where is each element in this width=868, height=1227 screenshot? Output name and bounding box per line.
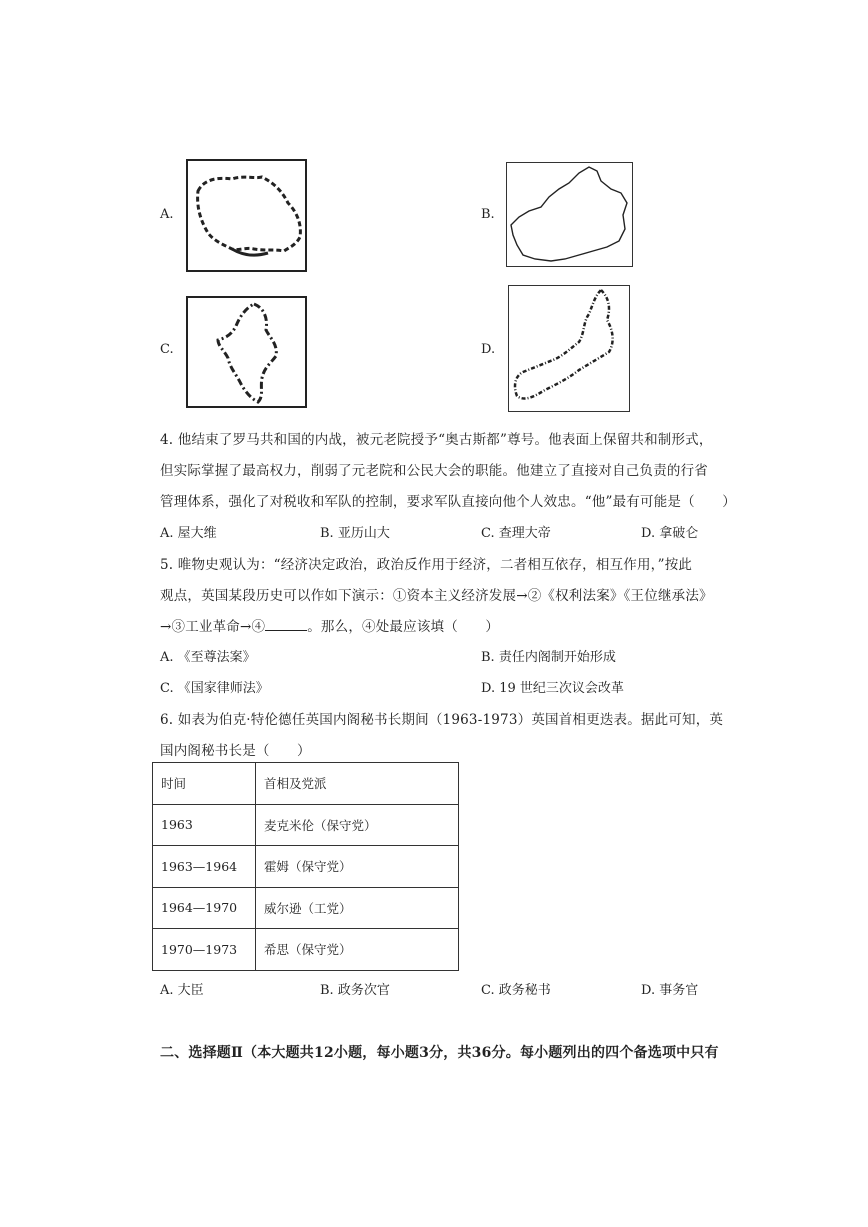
- q5-option-d[interactable]: D. 19 世纪三次议会改革: [481, 681, 624, 696]
- map-option-a[interactable]: [186, 159, 307, 272]
- table-header-cell: 首相及党派: [256, 763, 459, 805]
- q4-stem-line-2: 但实际掌握了最高权力，削弱了元老院和公民大会的职能。他建立了直接对自己负责的行省: [160, 463, 708, 479]
- table-cell: 希思（保守党）: [256, 929, 459, 971]
- q5-stem-line-1: 5. 唯物史观认为：“经济决定政治，政治反作用于经济，二者相互依存，相互作用，”按此: [160, 557, 693, 573]
- q6-stem-line-2: 国内阁秘书长是（ ）: [160, 743, 311, 759]
- section-heading: [160, 1042, 719, 1062]
- table-cell: 1963—1964: [153, 846, 256, 888]
- q6-option-b[interactable]: B. 政务次官: [320, 983, 390, 998]
- q6-option-d[interactable]: D. 事务官: [641, 983, 699, 998]
- table-header-row: [153, 763, 459, 805]
- q4-option-c[interactable]: C. 查理大帝: [481, 526, 551, 541]
- table-row: [153, 846, 459, 888]
- region-outline-inner-mongolia: [509, 286, 629, 411]
- table-cell: 1970—1973: [153, 929, 256, 971]
- q5-stem-line-2: 观点，英国某段历史可以作如下演示：①资本主义经济发展→②《权利法案》《王位继承法》: [160, 588, 713, 604]
- section-heading-mid1: 小题，每小题: [333, 1045, 420, 1061]
- table-cell: 威尔逊（工党）: [256, 887, 459, 929]
- map-option-b[interactable]: [506, 162, 633, 267]
- q5-option-a[interactable]: A. 《至尊法案》: [160, 650, 256, 665]
- q4-stem-line-3: 管理体系，强化了对税收和军队的控制，要求军队直接向他个人效忠。“他”最有可能是（ ）: [160, 494, 736, 510]
- option-b-label: B.: [481, 207, 495, 222]
- region-outline-xinjiang: [507, 163, 632, 266]
- q5-stem-line-3: [160, 615, 499, 635]
- q4-stem-line-1: 4. 他结束了罗马共和国的内战，被元老院授予“奥古斯都”尊号。他表面上保留共和制形式，: [160, 432, 713, 448]
- table-cell: 1964—1970: [153, 887, 256, 929]
- table-row: [153, 887, 459, 929]
- prime-minister-table: [152, 762, 459, 971]
- q5-line3-end: 。那么，④处最应该填（ ）: [307, 619, 500, 635]
- table-cell: 麦克米伦（保守党）: [256, 804, 459, 846]
- q4-option-b[interactable]: B. 亚历山大: [320, 526, 390, 541]
- table-cell: 1963: [153, 804, 256, 846]
- table-cell: 霍姆（保守党）: [256, 846, 459, 888]
- table-row: [153, 929, 459, 971]
- option-c-label: C.: [160, 342, 174, 357]
- question-count: 12: [314, 1045, 334, 1061]
- q5-line3-start: →③工业革命→④: [160, 619, 266, 635]
- map-option-c[interactable]: [186, 296, 307, 408]
- section-heading-mid2: 分，共: [429, 1045, 472, 1061]
- answer-blank: [265, 618, 307, 631]
- q5-option-b[interactable]: B. 责任内阁制开始形成: [481, 650, 616, 665]
- section-heading-prefix: 二、选择题Ⅱ（本大题共: [160, 1045, 314, 1061]
- per-question-score: 3: [419, 1045, 430, 1061]
- total-score: 36: [471, 1045, 492, 1061]
- option-d-label: D.: [481, 342, 496, 357]
- q4-option-d[interactable]: D. 拿破仑: [641, 526, 699, 541]
- q4-option-a[interactable]: A. 屋大维: [160, 526, 217, 541]
- table-row: [153, 804, 459, 846]
- table-header-cell: 时间: [153, 763, 256, 805]
- q6-option-c[interactable]: C. 政务秘书: [481, 983, 551, 998]
- option-a-label: A.: [160, 207, 174, 222]
- region-outline-shanxi: [188, 298, 305, 406]
- q6-stem-line-1: 6. 如表为伯克·特伦德任英国内阁秘书长期间（1963-1973）英国首相更迭表。据此可知，英: [160, 712, 724, 728]
- region-outline-tibet: [188, 161, 305, 270]
- q5-option-c[interactable]: C. 《国家律师法》: [160, 681, 269, 696]
- q6-option-a[interactable]: A. 大臣: [160, 983, 204, 998]
- section-heading-suffix: 分。每小题列出的四个备选项中只有: [491, 1045, 719, 1061]
- map-option-d[interactable]: [508, 285, 630, 412]
